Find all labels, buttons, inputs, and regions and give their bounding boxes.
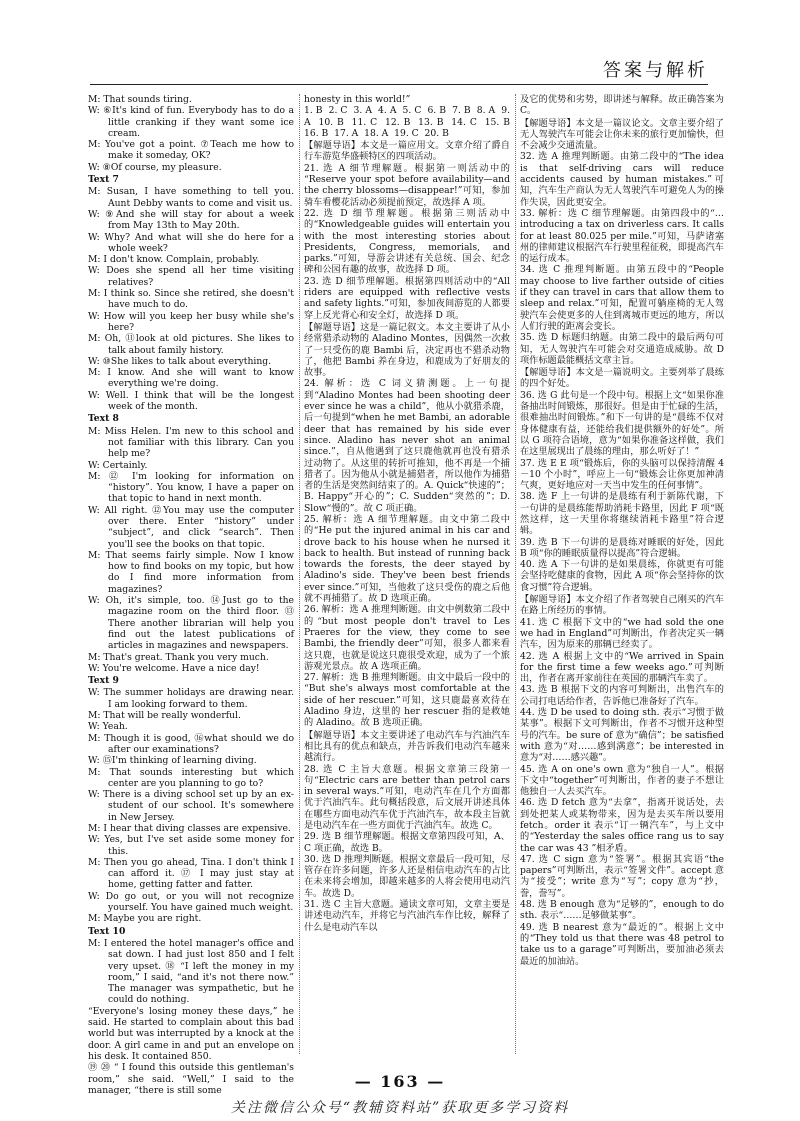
text-paragraph: 及它的优势和劣势，即讲述与解释。故正确答案为 C。 xyxy=(520,94,724,117)
header-title: 答案与解析 xyxy=(603,60,708,81)
text-paragraph: 31. 选 C 主旨大意题。通读文章可知，文章主要是讲述电动汽车，并将它与汽油汽车作比较，解释了什么是电动汽车以 xyxy=(304,899,510,933)
column-divider xyxy=(515,94,516,1054)
text-paragraph: M: Though it is good, ⑯what should we do after our examinations? xyxy=(88,732,294,755)
text-paragraph: 49. 选 B nearest 意为“最近的”。根据上文中的“They told us that there was 48 petrol to take us to a garage”可判断出，要加油必须去最近的加油站。 xyxy=(520,921,724,967)
text-paragraph: M: I think so. Since she retired, she doesn't have much to do. xyxy=(88,288,294,311)
column-middle xyxy=(304,94,516,1057)
text-paragraph: M: Oh, ⑪look at old pictures. She likes to talk about family history. xyxy=(88,333,294,356)
column-divider xyxy=(299,94,300,1054)
tip-paragraph: 【解题导语】本文是一篇说明文。主要列举了晨练的四个好处。 xyxy=(520,367,724,390)
text-paragraph: W: Does she spend all her time visiting relatives? xyxy=(88,265,294,288)
text-paragraph: W: All right. ⑫You may use the computer over there. Enter “history” under “subject”, and click “search”. Then you'll see the books on that topic. xyxy=(88,504,294,550)
tip-paragraph: 【解题导语】本文主要讲述了电动汽车与汽油汽车相比具有的优点和缺点，并告诉我们电动汽车越来越流行。 xyxy=(304,729,510,764)
tip-paragraph: 【解题导语】本文是一篇议论文。文章主要介绍了无人驾驶汽车可能会让你未来的旅行更加愉快，但不会减少交通流量。 xyxy=(520,117,724,152)
text-paragraph: M: That will be really wonderful. xyxy=(88,710,241,722)
text-paragraph: 26. 解析：选 A 推理判断题。由文中例数第二段中的“but most people don't travel to Les Praeres for the view, they come to see Bambi, the friendly deer”可知，很多人都来看这只鹿，也就是说这只鹿很受欢迎，成为了一个旅游观光景点。故 A 选项正确。 xyxy=(304,604,510,672)
text-paragraph: 41. 选 C 根据下文中的“we had sold the one we had in England”可判断出，作者决定买一辆汽车，因为原来的那辆已经卖了。 xyxy=(520,616,724,651)
text-paragraph: W: You're welcome. Have a nice day! xyxy=(88,662,260,674)
text-paragraph: W: The summer holidays are drawing near. I am looking forward to them. xyxy=(88,687,294,710)
text-paragraph: 22. 选 D 细节理解题。根据第三则活动中的“Knowledgeable guides will entertain you with the most interesting stories about Presidents, Congress, memorials, and parks.”可知，导游会讲述有关总统、国会、纪念碑和公园有趣的故事，故选择 D 项。 xyxy=(304,207,510,276)
text-paragraph: W: Why? And what will she do here for a whole week? xyxy=(88,231,294,254)
text-paragraph: M: That sounds interesting but which center are you planning to go to? xyxy=(88,766,294,789)
text-paragraph: 47. 选 C sign 意为“签署”。根据其宾语“the papers”可判断出，表示“签署文件”。accept 意为“接受”；write 意为“写”；copy 意为“抄，誊，誊写”。 xyxy=(520,853,724,899)
text-paragraph: 45. 选 A on one's own 意为“独自一人”。根据下文中“together”可判断出，作者的妻子不想让他独自一人去买汽车。 xyxy=(520,763,724,798)
text-paragraph: 1. B 2. C 3. A 4. A 5. C 6. B 7. B 8. A 9. A 10. B 11. C 12. B 13. B 14. C 15. B 16. B 17. A 18. A 19. C 20. B xyxy=(304,105,516,139)
text-paragraph: 36. 选 G 此句是一个段中句。根据上文“如果你准备抽出时间锻炼，那很好。但是由于忙碌的生活，很难抽出时间锻炼。”和下一句讲的是“晨练不仅对身体健康有益，还能给我们提供额外的好处”。所以 G 项符合语境，意为“如果你准备这样做，我们在这里展现出了晨练的理由，那么听好了！” xyxy=(520,389,724,458)
text-paragraph: 35. 选 D 标题归纳题。由第二段中的最后两句可知，无人驾驶汽车可能会对交通造成威胁。故 D 项作标题最能概括文章主旨。 xyxy=(520,332,724,366)
section-heading: Text 7 xyxy=(88,174,119,186)
page-header xyxy=(90,52,708,85)
text-paragraph: 44. 选 D be used to doing sth. 表示“习惯于做某事”。根据下文可判断出，作者不习惯开这种型号的汽车。be sure of 意为“确信”；be satisfied with 意为“对……感到满意”；be interested in 意为“对……感兴趣”。 xyxy=(520,707,724,764)
text-paragraph: M: ⑫ I'm looking for information on “history”. You know, I have a paper on that topic to hand in next month. xyxy=(88,470,294,505)
text-paragraph: 23. 选 D 细节理解题。根据第四则活动中的“All riders are equipped with reflective vests and safety lights.”可知，参加夜间游览的人都要穿上反光背心和安全灯，故选择 D 项。 xyxy=(304,275,510,321)
text-paragraph: 32. 选 A 推理判断题。由第二段中的“The idea is that self-driving cars will reduce accidents caused by human mistakes.”可知，汽车生产商认为无人驾驶汽车可避免人为的操作失误，因此更安全。 xyxy=(520,151,724,208)
text-paragraph: W: Yes, but I've set aside some money for this. xyxy=(88,834,294,857)
text-paragraph: 24. 解析：选 C 词义猜测题。上一句提到“Aladino Montes had been shooting deer ever since he was a child”，他从小就猎杀鹿，后一句提到“when he met Bambi, an adorable deer that has remained by his side ever since. Aladino has never shot an animal since.”，自从他遇到了这只鹿他就再也没有猎杀过动物了。从这里的转折可推知，他不再是一个捕猎者了。因为他从小就是捕猎者，所以他作为捕猎者的生活是突然间结束了的。A. Quick“快速的”；B. Happy“开心的”；C. Sudden“突然的”；D. Slow“慢的”。故 C 项正确。 xyxy=(304,378,510,514)
text-paragraph: M: Then you go ahead, Tina. I don't think I can afford it. ⑰ I may just stay at home, getting fatter and fatter. xyxy=(88,856,294,891)
section-heading: Text 9 xyxy=(88,675,119,687)
text-paragraph: W: ⑨And she will stay for about a week from May 13th to May 20th. xyxy=(88,208,294,232)
column-left xyxy=(88,94,294,1096)
text-paragraph: 27. 解析：选 B 推理判断题。由文中最后一段中的 “But she's always most comfortable at the side of her rescuer.”可知，这只鹿最喜欢待在 Aladino 身边，这里的 her rescuer 指的是救她的 Aladino。故 B 选项正确。 xyxy=(304,672,510,729)
tip-paragraph: 【解题导语】本文介绍了作者驾驶自己刚买的汽车在路上所经历的事情。 xyxy=(520,594,724,617)
text-paragraph: W: There is a diving school set up by an ex-student of our school. It's somewhere in New Jersey. xyxy=(88,789,294,823)
text-paragraph: 30. 选 D 推理判断题。根据文章最后一段可知，尽管存在许多问题，许多人还是相信电动汽车的占比在未来将会增加，即越来越多的人将会使用电动汽车。故选 D。 xyxy=(304,853,510,899)
text-paragraph: M: That seems fairly simple. Now I know how to find books on my topic, but how do I find more information from magazines? xyxy=(88,549,294,595)
text-paragraph: W: Oh, it's simple, too. ⑭Just go to the magazine room on the third floor. ⑬ There another librarian will help you find out the latest publications of articles in magazines and newspapers. xyxy=(88,595,294,652)
text-paragraph: 34. 选 C 推理判断题。由第五段中的“People may choose to live farther outside of cities if they can travel in cars that allow them to sleep and relax.”可知，配置可躺座椅的无人驾驶汽车会使更多的人住到离城市更远的地方，所以人们行驶的距离会变长。 xyxy=(520,264,724,332)
tip-paragraph: 【解题导语】本文是一篇应用文。文章介绍了爵自行车游览华盛顿特区的四项活动。 xyxy=(304,140,510,163)
text-paragraph: 46. 选 D fetch 意为“去拿”，指离开说话处，去到处把某人或某物带来，因为是去买车所以要用 fetch。order it 表示“订一辆汽车”，与上文中的“Yesterday the sales office rang us to say the car was 43 ”相矛盾。 xyxy=(520,797,724,854)
text-paragraph: M: Susan, I have something to tell you. Aunt Debby wants to come and visit us. xyxy=(88,186,294,209)
text-paragraph: 43. 选 B 根据下文的内容可判断出，出售汽车的公司打电话给作者，告诉他已准备好了汽车。 xyxy=(520,684,724,707)
text-paragraph: M: I entered the hotel manager's office and sat down. I had just lost 850 and I felt very upset. ⑱ “I left the money in my room,” I said, “and it's not there now.” The manager was sympathetic, but he could do nothing. xyxy=(88,937,294,1006)
section-heading: Text 10 xyxy=(88,925,126,937)
text-paragraph: 25. 解析：选 A 细节理解题。由文中第二段中的“He put the injured animal in his car and drove back to his house when he nursed it back to health. But instead of running back towards the forests, the deer stayed by Aladino's side. They've been best friends ever since.”可知，当他救了这只受伤的鹿之后他就不再捕猎了。故 D 选项正确。 xyxy=(304,513,510,605)
text-paragraph: 40. 选 A 下一句讲的是如果晨练，你就更有可能会坚持吃健康的食物，因此 A 项“你会坚持你的饮食习惯”符合逻辑。 xyxy=(520,559,724,593)
footer-note: 关注微信公众号“教辅资料站”获取更多学习资料 xyxy=(230,1100,570,1116)
section-heading: Text 8 xyxy=(88,413,119,425)
text-paragraph: 42. 选 A 根据上文中的“We arrived in Spain for the first time a few weeks ago.”可判断出，作者在离开家前往在英国的那辆汽车卖了。 xyxy=(520,650,724,685)
text-paragraph: M: I hear that diving classes are expensive. xyxy=(88,823,291,834)
tip-paragraph: 【解题导语】这是一篇记叙文。本文主要讲了从小经常猎杀动物的 Aladino Montes，因偶然一次救了一只受伤的鹿 Bambi 后，决定再也不猎杀动物了，他把 Bambi 养在身边，和鹿成为了好朋友的故事。 xyxy=(304,321,510,379)
text-paragraph: ⑲ ⑳ “ I found this outside this gentleman's room,” she said. “Well,” I said to the manager, “there is still some xyxy=(88,1062,294,1096)
text-paragraph: 48. 选 B enough 意为“足够的”，enough to do sth. 表示“……足够做某事”。 xyxy=(520,899,724,922)
text-paragraph: 37. 选 E E 项“锻炼后，你的头脑可以保持清醒 4－10 个小时”，呼应上一句“锻炼会让你更加神清气爽，更好地应对一天当中发生的任何事情”。 xyxy=(520,457,724,492)
text-paragraph: 33. 解析：选 C 细节理解题。由第四段中的“…introducing a tax on driverless cars. It calls for at least 80.025 per mile.”可知，马萨诸塞州的律师建议根据汽车行驶里程征税，即提高汽车的运行成本。 xyxy=(520,207,724,265)
text-paragraph: M: I don't know. Complain, probably. xyxy=(88,254,260,266)
text-paragraph: W: How will you keep her busy while she's here? xyxy=(88,310,294,333)
text-paragraph: M: Miss Helen. I'm new to this school and not familiar with this library. Can you help me? xyxy=(88,425,294,460)
text-paragraph: 29. 选 B 细节理解题。根据文章第四段可知，A、C 项正确，故选 B。 xyxy=(304,831,510,854)
text-paragraph: 38. 选 F 上一句讲的是晨练有利于新陈代谢，下一句讲的是晨练能帮助消耗卡路里，因此 F 项“既然这样，这一天里你将继续消耗卡路里”符合逻辑。 xyxy=(520,491,724,537)
column-right xyxy=(520,94,724,1057)
text-paragraph: W: ⑧Of course, my pleasure. xyxy=(88,161,222,173)
text-paragraph: 39. 选 B 下一句讲的是晨练对睡眠的好处，因此 B 项“你的睡眠质量得以提高”符合逻辑。 xyxy=(520,536,724,559)
text-paragraph: W: Do go out, or you will not recognize yourself. You have gained much weight. xyxy=(88,890,294,914)
text-paragraph: W: Certainly. xyxy=(88,459,148,471)
text-paragraph: “Everyone's losing money these days,” he said. He started to complain about this bad world but was interrupted by a knock at the door. A girl came in and put an envelope on his desk. It contained 850. xyxy=(88,1005,294,1062)
text-paragraph: W: Yeah. xyxy=(88,721,128,733)
text-paragraph: W: ⑮I'm thinking of learning diving. xyxy=(88,755,257,767)
text-paragraph: 28. 选 C 主旨大意题。根据文章第三段第一句“Electric cars are better than petrol cars in several ways.”可知，电动汽车在几个方面都优于汽油汽车。此句概括段意，后文展开讲述具体在哪些方面电动汽车优于汽油汽车，故本段主旨就是电动汽车在一些方面优于汽油汽车。故选 C。 xyxy=(304,763,510,831)
text-paragraph: W: ⑥It's kind of fun. Everybody has to do a little cranking if they want some ice cream. xyxy=(88,105,294,139)
text-paragraph: 21. 选 A 细节理解题。根据第一则活动中的 “Reserve your spot before availability—and the cherry blossoms—disappear!”可知，参加骑车看樱花活动必须提前预定，故选择 A 项。 xyxy=(304,162,510,208)
text-paragraph: W: Well. I think that will be the longest week of the month. xyxy=(88,389,294,413)
page-number: — 163 — xyxy=(354,1072,446,1091)
text-paragraph: M: I know. And she will want to know everything we're doing. xyxy=(88,367,294,390)
text-paragraph: W: ⑩She likes to talk about everything. xyxy=(88,355,272,367)
text-paragraph: M: You've got a point. ⑦Teach me how to make it someday, OK? xyxy=(88,139,294,162)
text-paragraph: honesty in this world!” xyxy=(304,94,411,105)
text-paragraph: M: That sounds tiring. xyxy=(88,94,192,105)
text-paragraph: M: That's great. Thank you very much. xyxy=(88,651,269,663)
text-paragraph: M: Maybe you are right. xyxy=(88,913,202,925)
